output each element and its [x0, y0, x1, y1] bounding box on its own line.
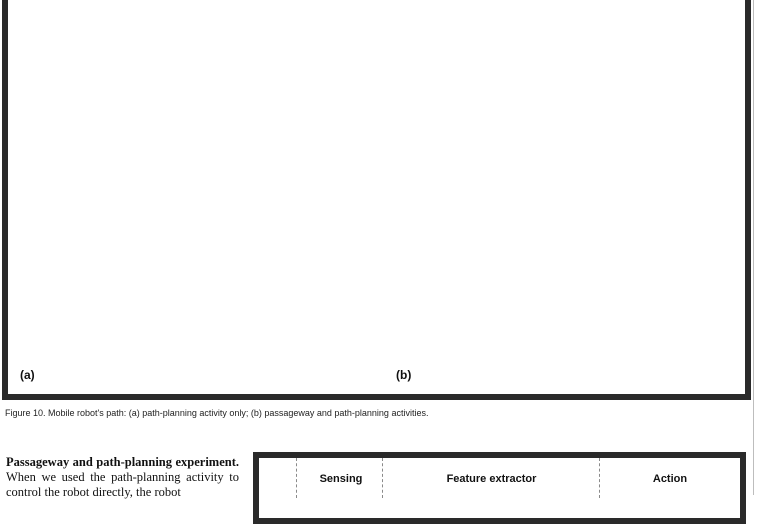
- body-paragraph: [6, 455, 239, 500]
- column-divider: [296, 458, 297, 498]
- figure-10-frame: [2, 0, 751, 400]
- page-edge-rule: [753, 0, 754, 495]
- table-header-row: [259, 458, 740, 498]
- panel-b-label: (b): [396, 368, 412, 382]
- header-action: Action: [652, 473, 688, 485]
- header-sensing: Sensing: [319, 473, 363, 485]
- paragraph-lead: Passageway and path-planning experiment.: [6, 455, 239, 469]
- figure-caption: Figure 10. Mobile robot's path: (a) path-planning activity only; (b) passageway and path-planning activities.: [5, 408, 429, 418]
- header-feature-extractor: Feature extractor: [446, 473, 537, 485]
- panel-a-label: (a): [20, 368, 35, 382]
- paragraph-text: When we used the path-planning activity to control the robot directly, the robot: [6, 470, 239, 499]
- architecture-table-frame: [253, 452, 746, 524]
